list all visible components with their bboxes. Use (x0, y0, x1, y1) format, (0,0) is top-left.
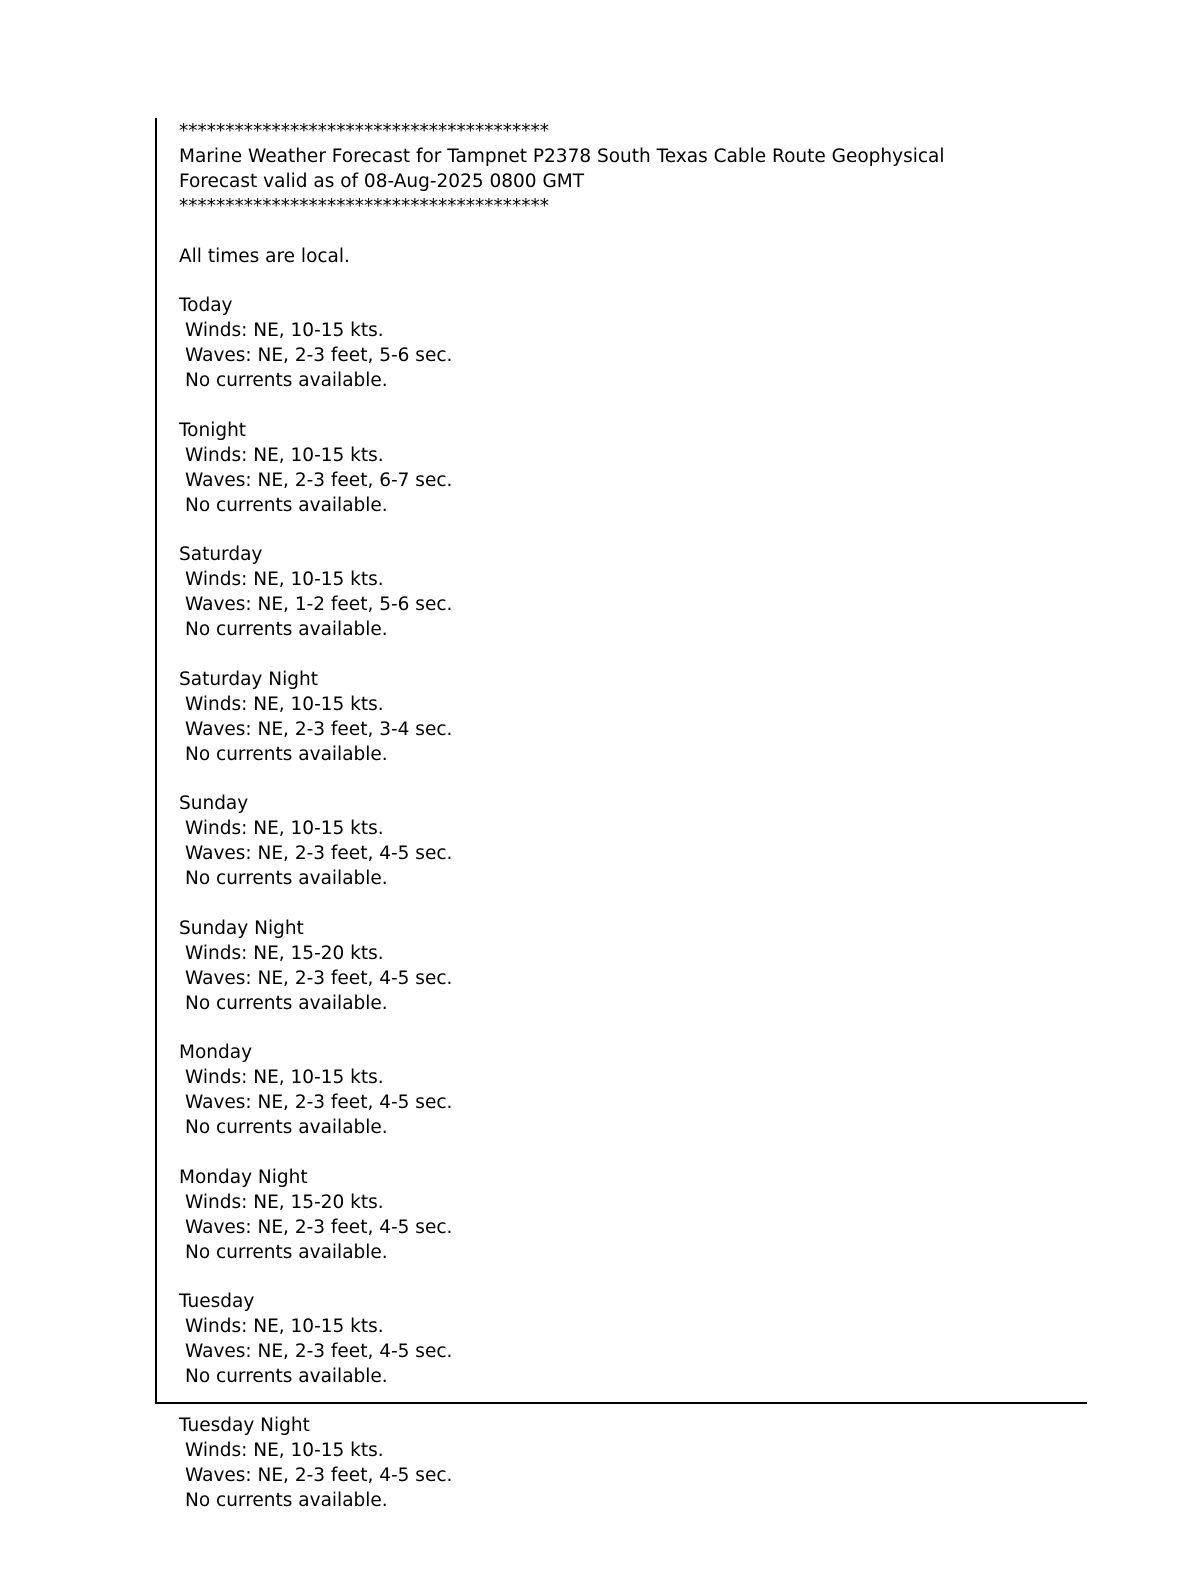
waves-line: Waves: NE, 2-3 feet, 4-5 sec. (185, 1341, 453, 1363)
winds-line: Winds: NE, 10-15 kts. (185, 1439, 384, 1461)
forecast-frame (155, 118, 1087, 1404)
winds-line: Winds: NE, 10-15 kts. (185, 818, 384, 840)
currents-line: No currents available. (185, 743, 388, 765)
spacer (179, 220, 1087, 245)
waves-line: Waves: NE, 2-3 feet, 3-4 sec. (185, 718, 453, 740)
winds-line: Winds: NE, 10-15 kts. (185, 1067, 384, 1089)
forecast-section (179, 1414, 452, 1514)
waves-line: Waves: NE, 2-3 feet, 4-5 sec. (185, 1216, 453, 1238)
winds-line: Winds: NE, 15-20 kts. (185, 1191, 384, 1213)
forecast-section (179, 917, 1087, 1017)
period-label: Monday Night (179, 1166, 308, 1188)
winds-line: Winds: NE, 10-15 kts. (185, 1316, 384, 1338)
waves-line: Waves: NE, 2-3 feet, 4-5 sec. (185, 843, 453, 865)
period-label: Saturday Night (179, 668, 318, 690)
waves-line: Waves: NE, 1-2 feet, 5-6 sec. (185, 594, 453, 616)
period-label: Tonight (179, 419, 247, 441)
currents-line: No currents available. (185, 868, 388, 890)
forecast-sections-continued (179, 1414, 452, 1514)
winds-line: Winds: NE, 10-15 kts. (185, 320, 384, 342)
spacer (179, 269, 1087, 294)
forecast-section (179, 1290, 1087, 1390)
winds-line: Winds: NE, 15-20 kts. (185, 942, 384, 964)
period-label: Sunday (179, 793, 249, 815)
currents-line: No currents available. (185, 1117, 388, 1139)
forecast-section (179, 792, 1087, 892)
currents-line: No currents available. (185, 1366, 388, 1388)
currents-line: No currents available. (185, 1241, 388, 1263)
winds-line: Winds: NE, 10-15 kts. (185, 693, 384, 715)
currents-line: No currents available. (185, 494, 388, 516)
waves-line: Waves: NE, 2-3 feet, 4-5 sec. (185, 1092, 453, 1114)
forecast-section (179, 1166, 1087, 1266)
waves-line: Waves: NE, 2-3 feet, 4-5 sec. (185, 967, 453, 989)
period-label: Today (179, 295, 233, 317)
waves-line: Waves: NE, 2-3 feet, 5-6 sec. (185, 345, 453, 367)
forecast-section (179, 419, 1087, 519)
period-label: Sunday Night (179, 917, 304, 939)
currents-line: No currents available. (185, 992, 388, 1014)
currents-line: No currents available. (185, 370, 388, 392)
period-label: Saturday (179, 544, 263, 566)
separator-bottom: **************************************** (179, 195, 549, 217)
waves-line: Waves: NE, 2-3 feet, 6-7 sec. (185, 469, 453, 491)
forecast-section (179, 543, 1087, 643)
winds-line: Winds: NE, 10-15 kts. (185, 444, 384, 466)
forecast-sections (179, 294, 1087, 1390)
document-validity: Forecast valid as of 08-Aug-2025 0800 GMT (179, 170, 585, 192)
period-label: Tuesday (179, 1291, 255, 1313)
currents-line: No currents available. (185, 1489, 388, 1511)
document-title: Marine Weather Forecast for Tampnet P2378 South Texas Cable Route Geophysical (179, 145, 945, 167)
period-label: Tuesday Night (179, 1415, 310, 1436)
waves-line: Waves: NE, 2-3 feet, 4-5 sec. (185, 1464, 453, 1486)
forecast-section (179, 1041, 1087, 1141)
timezone-note: All times are local. (179, 245, 350, 267)
separator-top: **************************************** (179, 121, 549, 142)
forecast-section (179, 668, 1087, 768)
period-label: Monday (179, 1042, 253, 1064)
currents-line: No currents available. (185, 619, 388, 641)
winds-line: Winds: NE, 10-15 kts. (185, 569, 384, 591)
forecast-section (179, 294, 1087, 394)
